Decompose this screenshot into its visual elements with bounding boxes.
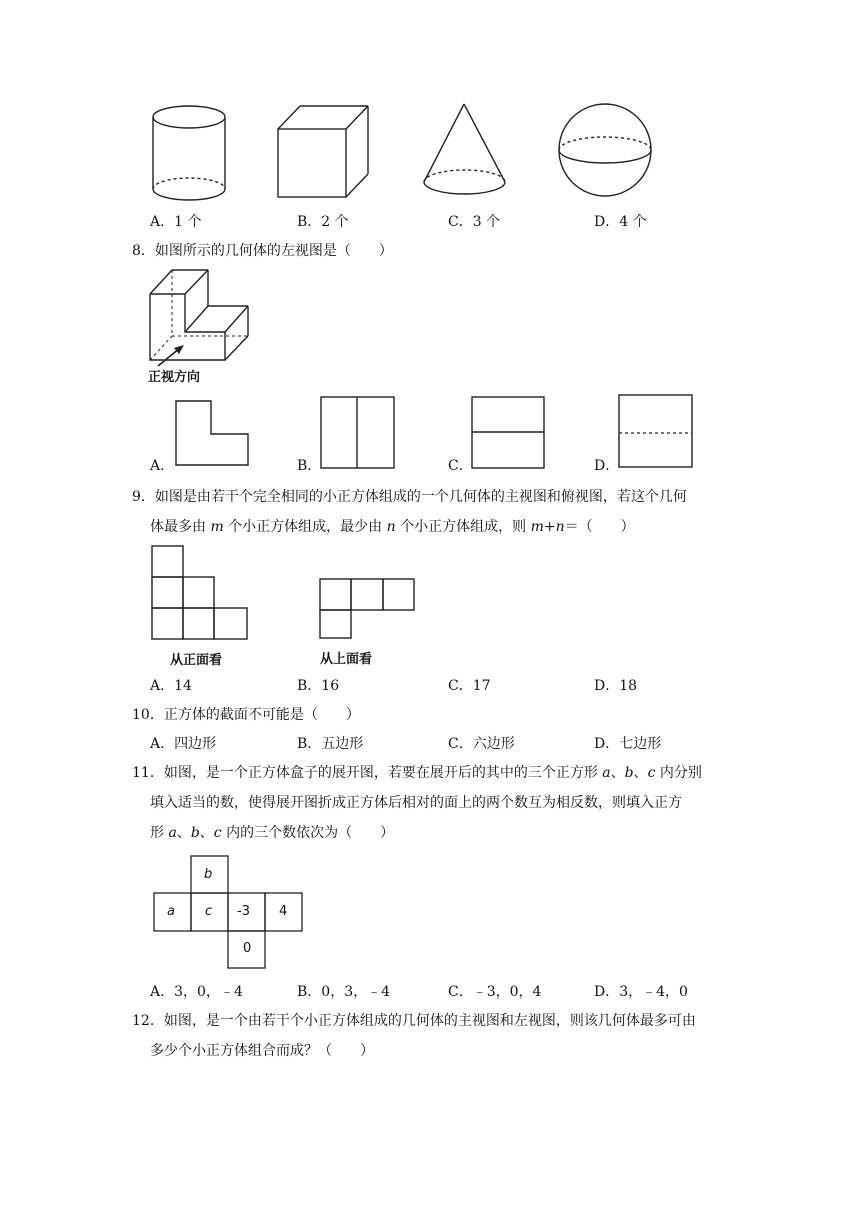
option-text: 16 [321,678,340,694]
option-text: 18 [619,678,638,694]
option-letter: C． [448,984,473,1000]
q11-option-d [594,982,688,1002]
question-number: 11． [132,765,164,781]
option-text: 七边形 [619,736,662,752]
variable-m: m [210,519,224,535]
net-cell-a: a [167,904,175,919]
question-text: 如图是由若干个完全相同的小正方体组成的一个几何体的主视图和俯视图，若这个几何 [154,489,687,505]
option-text: 4 个 [619,214,647,230]
question-text: 个小正方体组成，则 [395,519,531,535]
option-letter: B． [297,458,322,474]
option-text: ﹣3，0，4 [472,984,542,1000]
option-text: 五边形 [321,736,364,752]
front-view-label: 从正面看 [170,653,223,668]
option-letter: C． [448,458,473,474]
variable-a: a [168,825,177,841]
q12-stem-line1 [132,1011,696,1031]
option-letter: A． [150,984,175,1000]
question-text: 如图所示的几何体的左视图是（ ） [154,243,393,259]
question-number: 12． [132,1013,164,1029]
option-letter: B． [297,678,322,694]
separator: 、 [610,765,625,781]
option-text: 14 [174,678,192,694]
q11-option-c [448,982,541,1002]
option-text: 四边形 [174,736,217,752]
option-letter: D． [594,678,620,694]
question-text: ＝（ ） [564,519,635,535]
net-cell-four: 4 [279,904,288,919]
option-letter: C． [448,678,473,694]
separator: 、 [176,825,191,841]
net-cell-minus-three: -3 [237,904,250,919]
question-text: 形 [150,825,169,841]
question-text: 体最多由 [150,519,211,535]
option-text: 1 个 [174,214,202,230]
question-text: 填入适当的数，使得展开图折成正方体后相对的面上的两个数互为相反数，则填入正方 [150,795,682,811]
option-text: 0，3，﹣4 [321,984,391,1000]
question-text: 内的三个数依次为（ ） [221,825,395,841]
variable-n: n [386,519,396,535]
option-text: 3 个 [472,214,501,230]
question-number: 8． [132,243,155,259]
question-text: 内分别 [655,765,702,781]
option-letter: B． [297,214,322,230]
option-letter: C． [448,736,473,752]
q11-option-a [150,982,243,1002]
option-letter: B． [297,984,322,1000]
option-text: 2 个 [321,214,349,230]
option-letter: D． [594,214,620,230]
separator: 、 [633,765,648,781]
net-cell-zero: 0 [243,941,252,956]
variable-c: c [213,825,222,841]
variable-b: b [624,765,634,781]
question-number: 9． [132,489,155,505]
option-text: 3，﹣4，0 [619,984,688,1000]
option-letter: B． [297,736,322,752]
net-cell-c: c [205,904,213,919]
option-letter: A． [150,736,175,752]
option-letter: C． [448,214,473,230]
question-text: 个小正方体组成，最少由 [223,519,387,535]
option-text: 17 [472,678,491,694]
question-text: 如图，是一个正方体盒子的展开图，若要在展开后的其中的三个正方形 [163,765,603,781]
net-cell-b: b [204,867,213,882]
question-number: 10． [132,707,164,723]
variable-b: b [190,825,200,841]
q11-option-b [297,982,390,1002]
top-view-label: 从上面看 [320,652,373,667]
question-text: 正方体的截面不可能是（ ） [163,707,360,723]
option-letter: D． [594,736,620,752]
option-letter: A． [150,678,175,694]
option-text: 六边形 [472,736,515,752]
expression: m+n [530,519,565,535]
option-letter: D． [594,984,620,1000]
variable-c: c [647,765,656,781]
option-text: 3，0，﹣4 [174,984,243,1000]
view-direction-label: 正视方向 [148,370,201,385]
question-text: 如图，是一个由若干个小正方体组成的几何体的主视图和左视图，则该几何体最多可由 [163,1013,696,1029]
option-letter: A． [150,458,175,474]
separator: 、 [199,825,214,841]
option-letter: D． [594,458,620,474]
option-letter: A． [150,214,175,230]
q12-stem-line2 [150,1041,374,1061]
question-text: 多少个小正方体组合而成？（ ） [150,1043,374,1059]
variable-a: a [602,765,611,781]
